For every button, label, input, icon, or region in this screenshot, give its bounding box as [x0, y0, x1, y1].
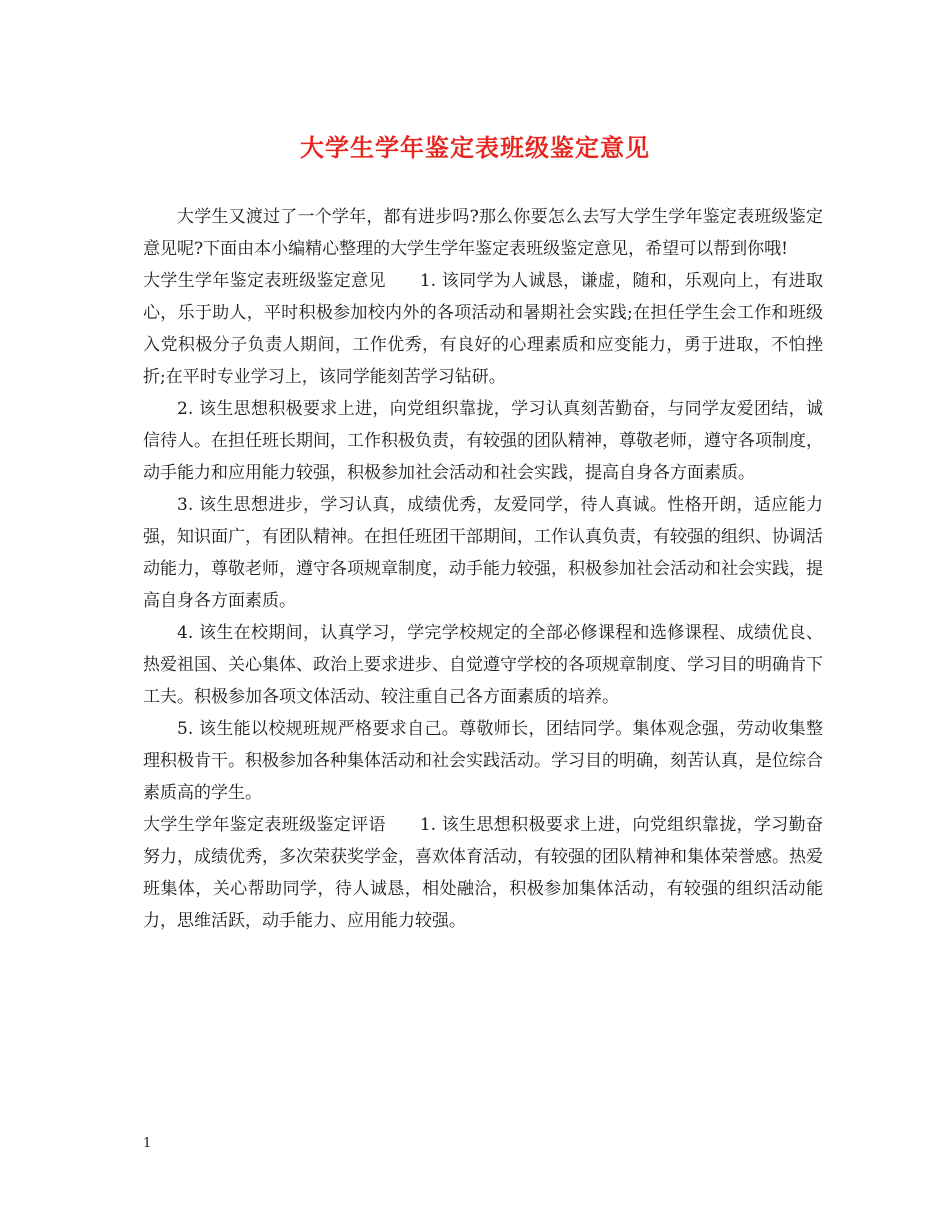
document-title: 大学生学年鉴定表班级鉴定意见 [300, 133, 650, 162]
section1-item-5: 5. 该生能以校规班规严格要求自己。尊敬师长，团结同学。集体观念强，劳动收集整理积极肯干。积极参加各种集体活动和社会实践活动。学习目的明确，刻苦认真，是位综合素质高的学生。 [143, 719, 823, 803]
section2-item-1: 1. 该生思想积极要求上进，向党组织靠拢，学习勤奋努力，成绩优秀，多次荣获奖学金，喜欢体育活动，有较强的团队精神和集体荣誉感。热爱班集体，关心帮助同学，待人诚恳，相处融洽，积极参加集体活动，有较强的组织活动能力，思维活跃，动手能力、应用能力较强。 [143, 815, 823, 931]
section1-item-3: 3. 该生思想进步，学习认真，成绩优秀，友爱同学，待人真诚。性格开朗，适应能力强，知识面广，有团队精神。在担任班团干部期间，工作认真负责，有较强的组织、协调活动能力，尊敬老师，遵守各项规章制度，动手能力较强，积极参加社会活动和社会实践，提高自身各方面素质。 [143, 495, 823, 611]
section2-paragraph [143, 809, 823, 937]
section2-heading: 大学生学年鉴定表班级鉴定评语 [143, 815, 386, 835]
section1-heading: 大学生学年鉴定表班级鉴定意见 [143, 271, 386, 291]
intro-paragraph: 大学生又渡过了一个学年，都有进步吗?那么你要怎么去写大学生学年鉴定表班级鉴定意见呢?下面由本小编精心整理的大学生学年鉴定表班级鉴定意见，希望可以帮到你哦! [143, 207, 823, 259]
section1-item-1: 1. 该同学为人诚恳，谦虚，随和，乐观向上，有进取心，乐于助人，平时积极参加校内外的各项活动和暑期社会实践;在担任学生会工作和班级入党积极分子负责人期间，工作优秀，有良好的心理素质和应变能力，勇于进取，不怕挫折;在平时专业学习上，该同学能刻苦学习钻研。 [143, 271, 823, 387]
page-number: 1 [143, 1136, 152, 1151]
section1-item-4: 4. 该生在校期间，认真学习，学完学校规定的全部必修课程和选修课程、成绩优良、热爱祖国、关心集体、政治上要求进步、自觉遵守学校的各项规章制度、学习目的明确肯下工夫。积极参加各项文体活动、较注重自己各方面素质的培养。 [143, 623, 823, 707]
section1-paragraph [143, 265, 823, 393]
section1-item-2: 2. 该生思想积极要求上进，向党组织靠拢，学习认真刻苦勤奋，与同学友爱团结，诚信待人。在担任班长期间，工作积极负责，有较强的团队精神，尊敬老师，遵守各项制度，动手能力和应用能力较强，积极参加社会活动和社会实践，提高自身各方面素质。 [143, 399, 823, 483]
document-body [143, 201, 823, 937]
